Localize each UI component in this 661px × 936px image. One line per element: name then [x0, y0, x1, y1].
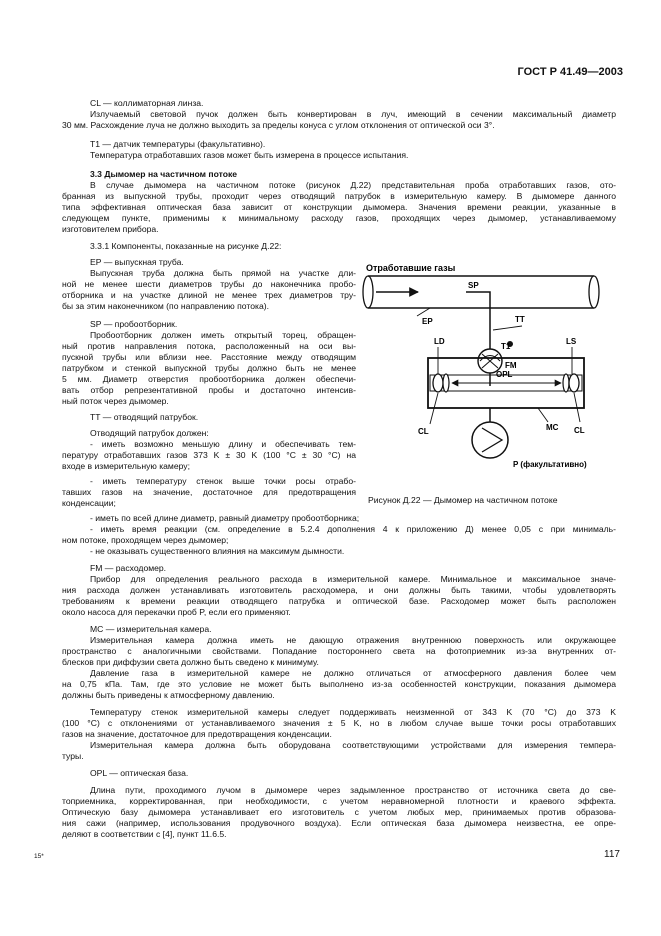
text-line: деляют в соответствии с [4], пункт 11.6.5. [62, 829, 227, 839]
section-heading: 3.3 Дымомер на частичном потоке [90, 169, 238, 179]
figure-caption: Рисунок Д.22 — Дымомер на частичном потоке [368, 495, 558, 505]
text-line: тавших газов на значение, достаточное для предотвращения [62, 487, 356, 497]
text-line: патрубком и стенкой выпускной трубы должно быть не менее [62, 363, 356, 373]
text-line: FM — расходомер. [90, 563, 167, 573]
text-line: В случае дымомера на частичном потоке (рисунок Д.22) представительная проба отработавших газов, ото- [90, 180, 616, 190]
text-line: блесков при диффузии света должно быть сведено к минимуму. [62, 657, 319, 667]
light-detector-lens-icon [563, 374, 579, 392]
text-line: Длина пути, проходимого лучом в дымомере через задымленное пространство от источника света до све- [90, 785, 616, 795]
text-line: TT — отводящий патрубок. [90, 412, 199, 422]
text-line: Излучаемый световой пучок должен быть конвертирован в луч, имеющий в сечении максимальный диаметр [90, 109, 616, 119]
text-line: пературу отработавших газов 373 K ± 30 K (100 °C ± 30 °C) на [62, 450, 356, 460]
text-line: на 0,75 кПа. Там, где это условие не может быть выполнено из-за особенностей конструкции, показания дымомера [62, 679, 616, 689]
text-line: ной не менее шести диаметров трубы до наконечника пробо- [62, 279, 356, 289]
text-line: около насоса для перекачки проб P, если его применяют. [62, 607, 291, 617]
text-line: MC — измерительная камера. [90, 624, 212, 634]
text-line: ния расхода должен устанавливать изготовитель расходомера, и они должны быть такими, чтобы удовлетворять [62, 585, 616, 595]
text-line: отборника и на участке длиной не менее трех диаметров тру- [62, 290, 356, 300]
text-line: газов на значение, достаточное для предотвращения конденсации. [62, 729, 332, 739]
label-ls: LS [566, 337, 577, 346]
text-line: - не оказывать существенного влияния на максимум дымности. [90, 546, 345, 556]
text-line: Оптическую базу дымомера устанавливает его изготовитель с учетом любых мер, принимаемых против образова- [62, 807, 616, 817]
text-line: Давление газа в измерительной камере не должно отличаться от атмосферного давления более чем [90, 668, 616, 678]
text-line: бы за этим наконечником (по направлению потока). [62, 301, 269, 311]
text-line: вать отбор репрезентативной пробы и достаточно интенсив- [62, 385, 356, 395]
label-opl: OPL [496, 370, 513, 379]
text-line: Отводящий патрубок должен: [90, 428, 209, 438]
signature-mark: 15* [34, 853, 44, 860]
label-fm: FM [505, 361, 517, 370]
document-number: ГОСТ Р 41.49—2003 [517, 66, 623, 78]
text-line: ный против направления потока, расположенный на оси вы- [62, 341, 356, 351]
text-line: конденсации; [62, 498, 116, 508]
label-ep: EP [422, 317, 433, 326]
text-line: Температуру стенок измерительной камеры следует поддерживать неизменной от 343 K (70 °C) до 373 K [90, 707, 616, 717]
text-line: бранная из выпускной трубы, проходит через отводящий патрубок в измерительную камеру. В дымомере данного [62, 191, 616, 201]
text-line: 5 мм. Диаметр отверстия пробоотборника должен обеспечи- [62, 374, 356, 384]
label-tt: TT [515, 315, 525, 324]
text-line: - иметь время реакции (см. определение в 5.2.4 дополнения 4 к приложению Д) менее 0,05 с при минималь- [90, 524, 616, 534]
text-line: ном потоке, проходящем через дымомер; [62, 535, 229, 545]
text-line: Температура отработавших газов может быть измерена в процессе испытания. [90, 150, 409, 160]
text-line: пространство с аналогичными свойствами. Попадание постороннего света на фотоприемник из-за внутренних от- [62, 646, 616, 656]
text-line: SP — пробоотборник. [90, 319, 178, 329]
text-line: 3.3.1 Компоненты, показанные на рисунке Д.22: [90, 241, 282, 251]
label-t1: T1 [501, 342, 511, 351]
text-line: топриемника, корректированная, при необходимости, с учетом неравномерной плотности и краевого эффекта. [62, 796, 616, 806]
label-ld: LD [434, 337, 445, 346]
label-cl-right: CL [574, 426, 585, 435]
text-line: (100 °C) с отклонениями от устанавливаемого значения ± 5 K, но в любом случае выше точки росы отработавших [62, 718, 616, 728]
text-line: ния сажи (например, использования продувочного воздуха). Если оптическая база дымомера неизвестна, ее опре- [62, 818, 616, 828]
text-line: Измерительная камера должна быть оборудована соответствующими устройствами для измерения темпера- [90, 740, 616, 750]
partial-flow-smokemeter-diagram [362, 262, 622, 480]
text-line: входе в измерительную камеру; [62, 461, 190, 471]
text-line: - иметь температуру стенок выше точки росы отрабо- [90, 476, 356, 486]
text-line: 30 мм. Расхождение луча не должно выходить за пределы конуса с углом отклонения от оптической оси 3°. [62, 120, 495, 130]
text-line: должны быть приведены к атмосферному давлению. [62, 690, 275, 700]
label-mc: MC [546, 423, 559, 432]
text-line: Прибор для определения реального расхода в измерительной камере. Минимальное и максимальное значе- [90, 574, 616, 584]
text-line: следующем пункте, применимы к минимальному расходу газов, проходящих через дымомер, устанавливаемому [62, 213, 616, 223]
page-number: 117 [604, 849, 620, 860]
text-line: Пробоотборник должен иметь открытый торец, обращен- [90, 330, 356, 340]
text-line: Измерительная камера должна иметь не дающую отражения внутреннюю поверхность или окружающее [90, 635, 616, 645]
sample-pump-icon [472, 422, 508, 458]
light-source-lens-icon [433, 374, 449, 392]
text-line: Выпускная труба должна быть прямой на участке дли- [90, 268, 356, 278]
text-line: T1 — датчик температуры (факультативно). [90, 139, 266, 149]
text-line: изготовителем прибора. [62, 224, 159, 234]
text-line: EP — выпускная труба. [90, 257, 184, 267]
sample-probe [466, 292, 490, 308]
text-line: типа эффективная оптическая база зависит от конструкции дымомера. Значения времени реакции, указанные в [62, 202, 616, 212]
text-line: ный поток через дымомер. [62, 396, 169, 406]
text-line: - иметь по всей длине диаметр, равный диаметру пробоотборника; [90, 513, 360, 523]
text-line: туры. [62, 751, 84, 761]
text-line: CL — коллиматорная линза. [90, 98, 204, 108]
label-pump: P (факультативно) [513, 460, 587, 469]
label-cl-left: CL [418, 427, 429, 436]
label-sp: SP [468, 281, 479, 290]
text-line: - иметь возможно меньшую длину и обеспечивать тем- [90, 439, 356, 449]
text-line: требованиям к времени реакции отводящего патрубка и оптической базе. Расходомер может быть расположен [62, 596, 616, 606]
text-line: пускной трубы или вблизи нее. Расстояние между отводящим [62, 352, 356, 362]
text-line: OPL — оптическая база. [90, 768, 189, 778]
label-exhaust: Отработавшие газы [366, 263, 456, 273]
